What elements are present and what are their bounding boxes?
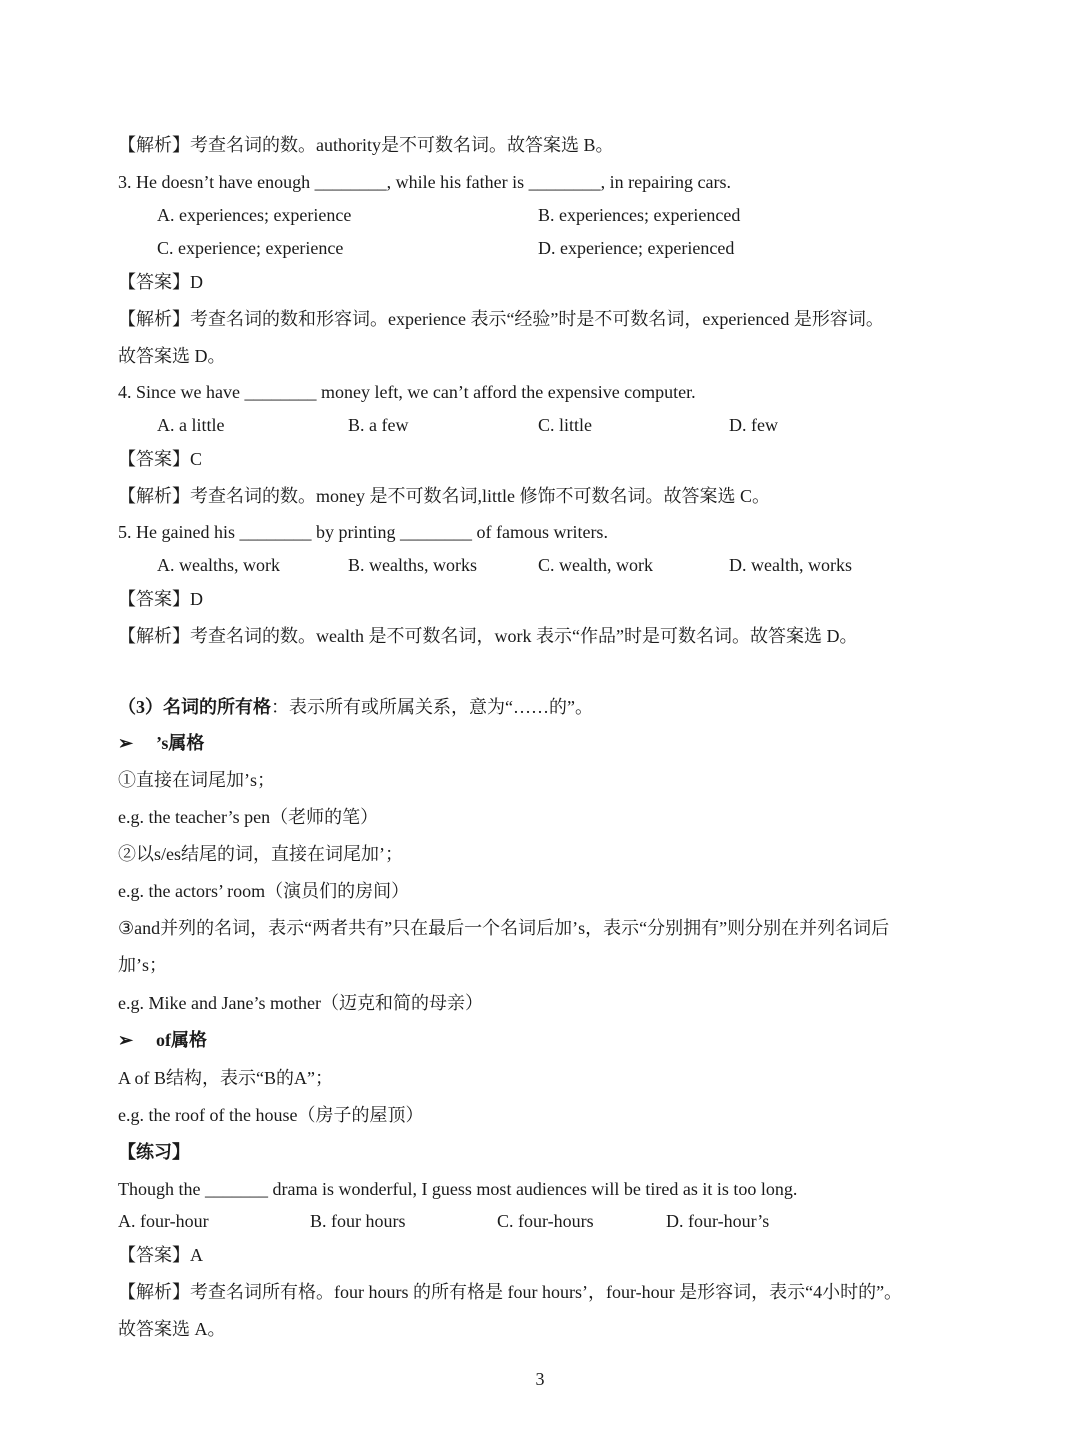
example-2: e.g. the actors’ room（演员们的房间） [118,881,410,901]
question-5: 5. He gained his ________ by printing ________ of famous writers. [118,522,608,542]
question-4: 4. Since we have ________ money left, we can’t afford the expensive computer. [118,382,696,402]
arrow-bullet-icon: ➢ [118,733,134,753]
q3-option-a: A. experiences; experience [157,205,352,225]
q4-option-b: B. a few [348,415,409,435]
analysis-q5: 【解析】考查名词的数。wealth 是不可数名词，work 表示“作品”时是可数名词。故答案选 D。 [118,626,858,646]
practice-option-c: C. four-hours [497,1211,594,1231]
q5-option-d: D. wealth, works [729,555,852,575]
practice-analysis-cont: 故答案选 A。 [118,1319,226,1339]
answer-q4: 【答案】C [118,449,203,469]
q5-option-c: C. wealth, work [538,555,653,575]
answer-q3: 【答案】D [118,272,203,292]
question-3: 3. He doesn’t have enough ________, while his father is ________, in repairing cars. [118,172,732,192]
practice-question: Though the _______ drama is wonderful, I guess most audiences will be tired as it is too long. [118,1179,798,1199]
subheading-of-genitive-label: of属格 [156,1030,207,1050]
rule-2: ②以s/es结尾的词，直接在词尾加’； [118,844,403,864]
page-number: 3 [535,1369,545,1389]
analysis-q4: 【解析】考查名词的数。money 是不可数名词,little 修饰不可数名词。故答案选 C。 [118,486,770,506]
example-1: e.g. the teacher’s pen（老师的笔） [118,807,379,827]
analysis-q3: 【解析】考查名词的数和形容词。experience 表示“经验”时是不可数名词，experienced 是形容词。 [118,309,884,329]
example-3: e.g. Mike and Jane’s mother（迈克和简的母亲） [118,993,483,1013]
rule-3: ③and并列的名词，表示“两者共有”只在最后一个名词后加’s，表示“分别拥有”则分别在并列名词后 [118,918,890,938]
analysis-q2: 【解析】考查名词的数。authority是不可数名词。故答案选 B。 [118,135,614,155]
arrow-bullet-icon: ➢ [118,1030,134,1050]
q4-option-d: D. few [729,415,778,435]
answer-q5: 【答案】D [118,589,203,609]
practice-option-b: B. four hours [310,1211,406,1231]
subheading-s-genitive [118,731,970,755]
practice-answer: 【答案】A [118,1245,203,1265]
section-heading-title: （3）名词的所有格 [118,697,271,717]
section-heading [118,695,970,719]
analysis-q3-cont: 故答案选 D。 [118,346,226,366]
q3-option-d: D. experience; experienced [538,238,735,258]
practice-analysis: 【解析】考查名词所有格。four hours 的所有格是 four hours’，four-hour 是形容词，表示“4小时的”。 [118,1282,903,1302]
of-rule: A of B结构，表示“B的A”； [118,1068,333,1088]
rule-1: ①直接在词尾加’s； [118,770,275,790]
q3-option-c: C. experience; experience [157,238,344,258]
q3-option-b: B. experiences; experienced [538,205,741,225]
of-example: e.g. the roof of the house（房子的屋顶） [118,1105,424,1125]
rule-3-cont: 加’s； [118,955,167,975]
section-heading-desc: ：表示所有或所属关系，意为“……的”。 [271,697,593,717]
subheading-s-genitive-label: ’s属格 [156,733,205,753]
subheading-of-genitive [118,1028,970,1052]
q5-option-b: B. wealths, works [348,555,477,575]
practice-option-a: A. four-hour [118,1211,209,1231]
q4-option-a: A. a little [157,415,225,435]
practice-heading: 【练习】 [118,1142,190,1162]
q5-option-a: A. wealths, work [157,555,280,575]
practice-option-d: D. four-hour’s [666,1211,770,1231]
q4-option-c: C. little [538,415,592,435]
